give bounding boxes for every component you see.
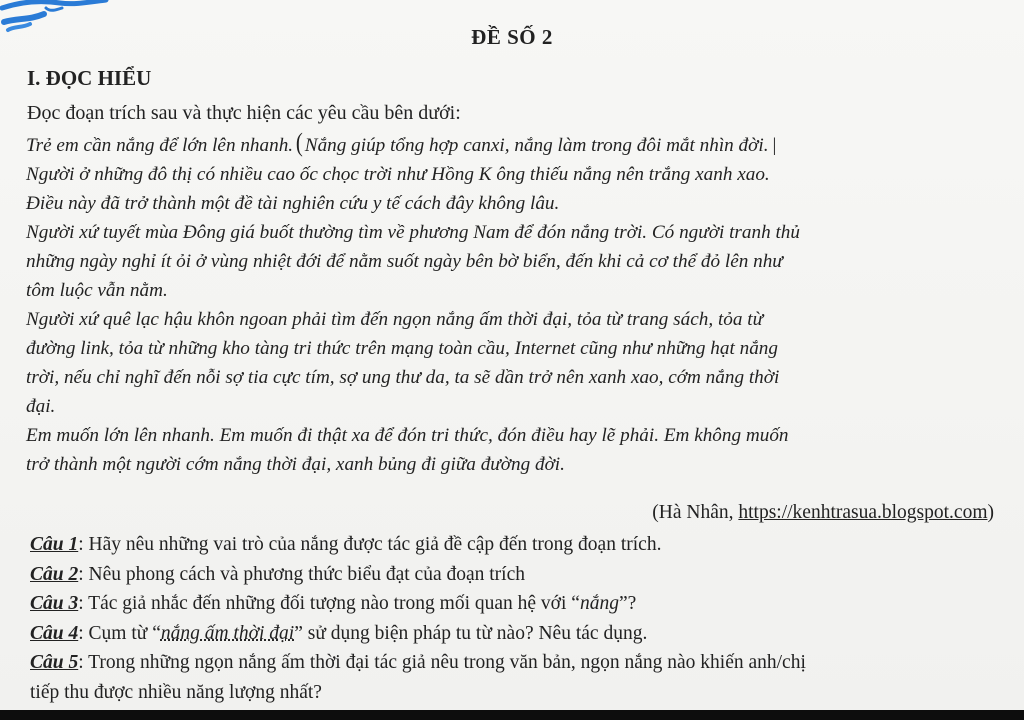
passage-line: trở thành một người cớm nắng thời đại, xanh bủng đi giữa đường đời. (26, 454, 565, 475)
question-2 (30, 560, 1010, 590)
passage-line: trời, nếu chỉ nghĩ đến nỗi sợ tia cực tím, sợ ung thư da, ta sẽ dần trở nên xanh xao, cớm nắng thời (26, 367, 780, 388)
question-5-continuation: tiếp thu được nhiều năng lượng nhất? (30, 681, 322, 703)
source-author: (Hà Nhân, (652, 502, 739, 523)
bracket-mark: ( (295, 128, 303, 157)
passage-line: Người xứ quê lạc hậu khôn ngoan phải tìm đến ngọn nắng ấm thời đại, tỏa từ trang sách, tỏa từ (26, 309, 764, 330)
question-text: : Tác giả nhắc đến những đối tượng nào trong mối quan hệ với “ (78, 593, 580, 614)
passage-line: tôm luộc vẫn nằm. (26, 280, 168, 301)
passage-text: Nắng giúp tổng hợp canxi, nắng làm trong đôi mắt nhìn đời. (304, 135, 769, 156)
scan-bottom-edge (0, 710, 1024, 720)
exam-title: ĐỀ SỐ 2 (471, 25, 553, 49)
source-citation (652, 502, 994, 524)
question-text: : Nêu phong cách và phương thức biểu đạt của đoạn trích (78, 563, 526, 585)
passage-line: đại. (26, 396, 56, 417)
passage-line: đường link, tỏa từ những kho tàng tri thức trên mạng toàn cầu, Internet cũng như những hạt nắng (26, 338, 778, 359)
question-text: : Trong những ngọn nắng ấm thời đại tác giả nêu trong văn bản, ngọn nắng nào khiến anh/chị (78, 652, 806, 673)
section-heading: I. ĐỌC HIỂU (27, 66, 152, 90)
passage-line: Người ở những đô thị có nhiều cao ốc chọc trời như Hồng K ông thiếu nắng nên trắng xanh xao. (26, 164, 770, 185)
question-text: ” sử dụng biện pháp tu từ nào? Nêu tác dụng. (294, 622, 648, 644)
passage-line: Em muốn lớn lên nhanh. Em muốn đi thật xa để đón tri thức, đón điều hay lẽ phải. Em không muốn (26, 425, 789, 446)
question-emphasis: nắng (579, 593, 619, 614)
question-5 (30, 648, 1010, 678)
passage-line: Người xứ tuyết mùa Đông giá buốt thường tìm về phương Nam để đón nắng trời. Có người tranh thủ (26, 222, 800, 243)
pen-mark: | (772, 135, 777, 156)
question-emphasis: nắng ấm thời đại (160, 622, 295, 644)
question-label: Câu 4 (30, 622, 79, 644)
passage-text: Trẻ em cần nắng để lớn lên nhanh. (26, 135, 294, 156)
question-text: : Hãy nêu những vai trò của nắng được tác giả đề cập đến trong đoạn trích. (78, 534, 662, 555)
question-4 (30, 619, 1010, 649)
question-label: Câu 5 (30, 652, 79, 673)
question-1 (30, 530, 1010, 560)
question-label: Câu 3 (30, 593, 79, 614)
passage-line (26, 128, 1006, 160)
instruction-text: Đọc đoạn trích sau và thực hiện các yêu cầu bên dưới: (27, 102, 461, 124)
question-3 (30, 589, 1010, 619)
question-list (30, 530, 1010, 707)
question-label: Câu 2 (30, 563, 79, 585)
source-link[interactable]: https://kenhtrasua.blogspot.com (738, 502, 988, 523)
passage-line: những ngày nghỉ ít ỏi ở vùng nhiệt đới để nằm suốt ngày bên bờ biển, đến khi cả cơ thể đỏ lên như (26, 251, 783, 272)
question-label: Câu 1 (30, 534, 79, 555)
passage-line: Điều này đã trở thành một đề tài nghiên cứu y tế cách đây không lâu. (26, 193, 560, 214)
question-text: : Cụm từ “ (78, 622, 161, 644)
question-text: ”? (618, 593, 637, 614)
source-close: ) (987, 502, 994, 523)
reading-passage (26, 128, 1006, 479)
